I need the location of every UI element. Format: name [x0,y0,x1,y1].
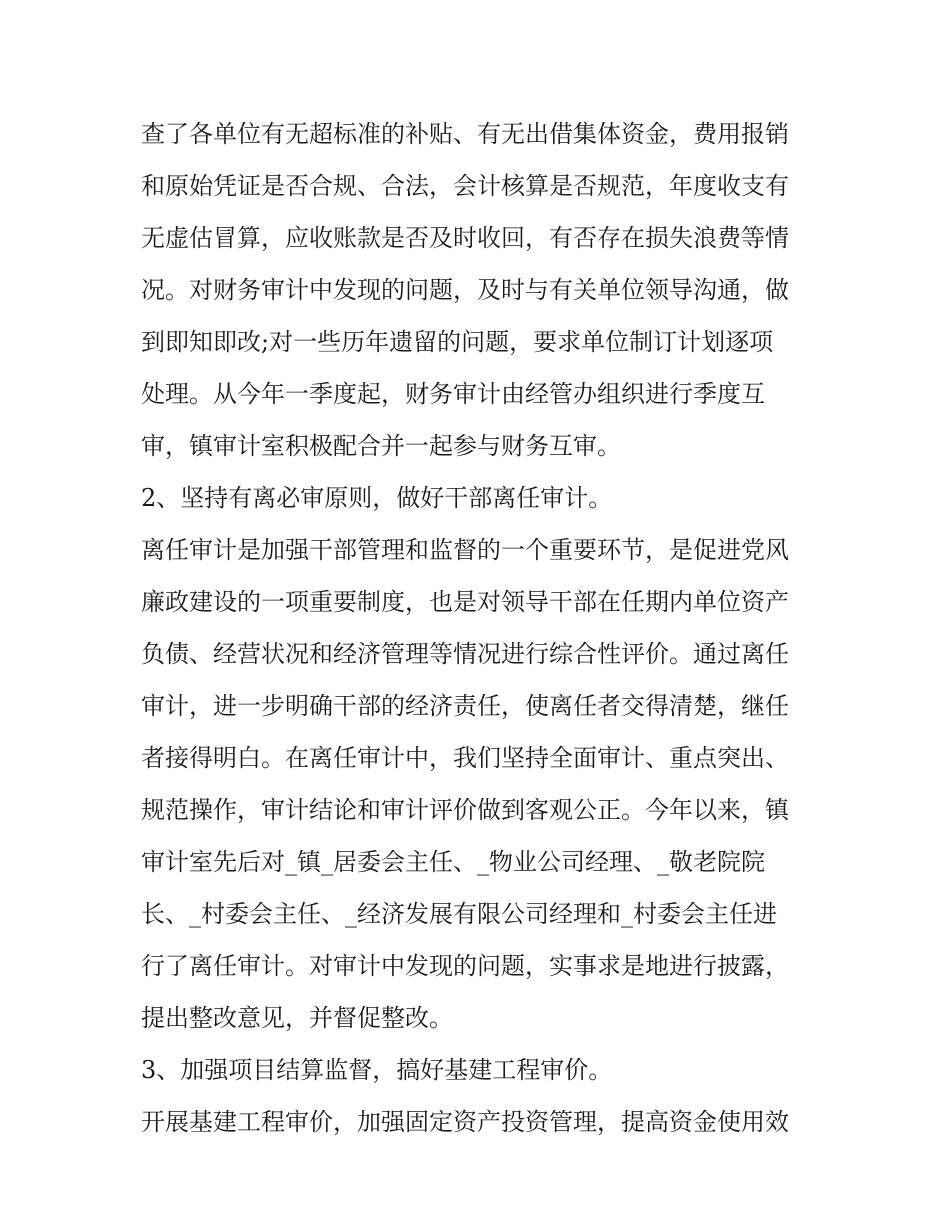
text-line: 行了离任审计。对审计中发现的问题，实事求是地进行披露， [141,952,789,980]
text-line: 负债、经营状况和经济管理等情况进行综合性评价。通过离任 [141,640,789,668]
text-line: 审计室先后对_镇_居委会主任、_物业公司经理、_敬老院院 [141,848,765,876]
text-line: 廉政建设的一项重要制度，也是对领导干部在任期内单位资产 [141,588,789,616]
text-line: 开展基建工程审价，加强固定资产投资管理，提高资金使用效 [141,1108,789,1136]
text-line: 无虚估冒算，应收账款是否及时收回，有否存在损失浪费等情 [141,224,789,252]
text-line: 到即知即改;对一些历年遗留的问题，要求单位制订计划逐项 [141,328,774,356]
text-line: 审计，进一步明确干部的经济责任，使离任者交得清楚，继任 [141,692,789,720]
text-line: 离任审计是加强干部管理和监督的一个重要环节，是促进党风 [141,536,789,564]
text-line: 审，镇审计室积极配合并一起参与财务互审。 [141,432,621,460]
text-line: 况。对财务审计中发现的问题，及时与有关单位领导沟通，做 [141,276,789,304]
text-line: 查了各单位有无超标准的补贴、有无出借集体资金，费用报销 [141,120,789,148]
body-text [141,108,821,1148]
text-line: 和原始凭证是否合规、合法，会计核算是否规范，年度收支有 [141,172,789,200]
section-heading: 3、加强项目结算监督，搞好基建工程审价。 [141,1056,613,1084]
text-line: 长、_村委会主任、_经济发展有限公司经理和_村委会主任进 [141,900,777,928]
text-line: 提出整改意见，并督促整改。 [141,1004,453,1032]
text-line: 处理。从今年一季度起，财务审计由经管办组织进行季度互 [141,380,765,408]
text-line: 规范操作，审计结论和审计评价做到客观公正。今年以来，镇 [141,796,789,824]
section-heading: 2、坚持有离必审原则，做好干部离任审计。 [141,484,613,512]
text-line: 者接得明白。在离任审计中，我们坚持全面审计、重点突出、 [141,744,789,772]
